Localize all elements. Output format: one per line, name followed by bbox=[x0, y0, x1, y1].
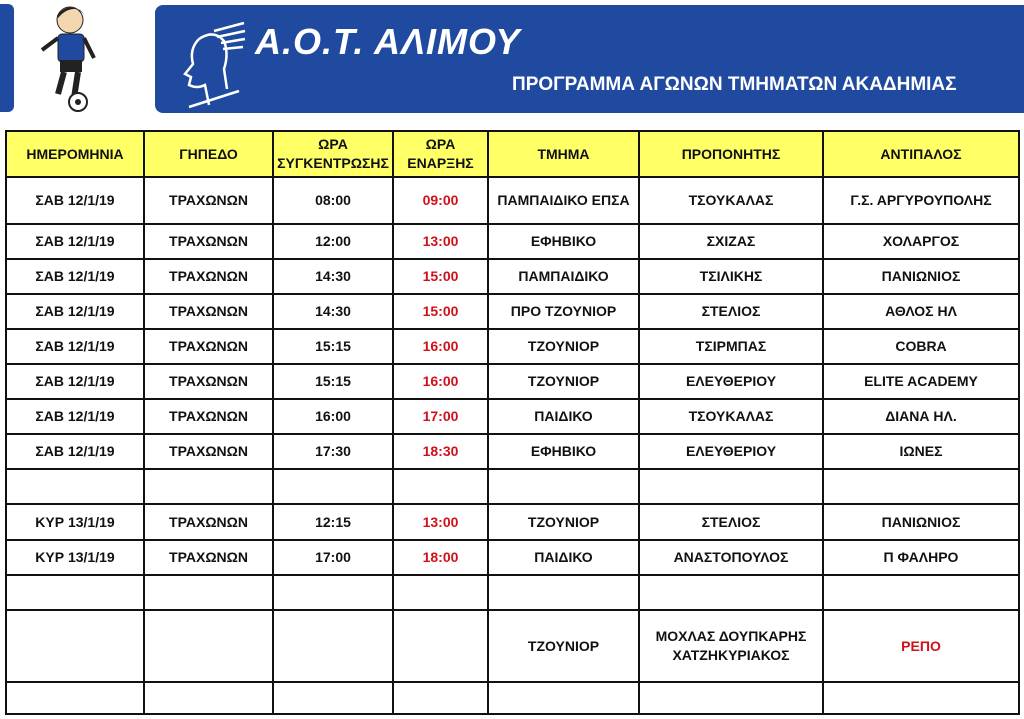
table-cell: ΠΑΝΙΩΝΙΟΣ bbox=[823, 504, 1019, 540]
table-cell bbox=[488, 682, 639, 714]
column-header: ΩΡΑ ΣΥΓΚΕΝΤΡΩΣΗΣ bbox=[273, 131, 393, 177]
table-row bbox=[6, 434, 1019, 469]
boy-mascot-icon bbox=[28, 2, 108, 114]
table-cell: ΣΑΒ 12/1/19 bbox=[6, 434, 144, 469]
table-cell: ΠΑΜΠΑΙΔΙΚΟ ΕΠΣΑ bbox=[488, 177, 639, 224]
table-cell: ΚΥΡ 13/1/19 bbox=[6, 540, 144, 575]
column-header: ΩΡΑ ΕΝΑΡΞΗΣ bbox=[393, 131, 488, 177]
left-banner-strip bbox=[0, 4, 14, 112]
table-cell: ΣΑΒ 12/1/19 bbox=[6, 399, 144, 434]
table-cell: ΤΖΟΥΝΙΟΡ bbox=[488, 610, 639, 682]
club-title: Α.Ο.Τ. ΑΛΙΜΟΥ bbox=[255, 21, 521, 62]
table-cell: ΤΣΙΛΙΚΗΣ bbox=[639, 259, 823, 294]
table-cell bbox=[823, 469, 1019, 504]
table-row bbox=[6, 294, 1019, 329]
table-cell bbox=[393, 682, 488, 714]
table-cell: ΧΟΛΑΡΓΟΣ bbox=[823, 224, 1019, 259]
table-cell: ΤΡΑΧΩΝΩΝ bbox=[144, 177, 273, 224]
table-cell: 16:00 bbox=[273, 399, 393, 434]
table-cell: ΡΕΠΟ bbox=[823, 610, 1019, 682]
table-row bbox=[6, 575, 1019, 610]
column-header: ΑΝΤΙΠΑΛΟΣ bbox=[823, 131, 1019, 177]
table-cell: 12:00 bbox=[273, 224, 393, 259]
table-row bbox=[6, 399, 1019, 434]
table-cell: ΠΡΟ ΤΖΟΥΝΙΟΡ bbox=[488, 294, 639, 329]
table-cell bbox=[144, 682, 273, 714]
table-cell: 14:30 bbox=[273, 259, 393, 294]
table-row bbox=[6, 329, 1019, 364]
schedule-table bbox=[5, 130, 1020, 715]
table-cell: ΠΑΙΔΙΚΟ bbox=[488, 540, 639, 575]
table-cell: 15:15 bbox=[273, 329, 393, 364]
column-header: ΗΜΕΡΟΜΗΝΙΑ bbox=[6, 131, 144, 177]
table-cell: ΣΧΙΖΑΣ bbox=[639, 224, 823, 259]
table-cell: ΣΑΒ 12/1/19 bbox=[6, 177, 144, 224]
table-cell: ΤΣΟΥΚΑΛΑΣ bbox=[639, 177, 823, 224]
table-cell: ΤΡΑΧΩΝΩΝ bbox=[144, 329, 273, 364]
table-cell: ΣΑΒ 12/1/19 bbox=[6, 224, 144, 259]
table-cell bbox=[823, 682, 1019, 714]
table-cell bbox=[823, 575, 1019, 610]
table-cell: ΤΖΟΥΝΙΟΡ bbox=[488, 364, 639, 399]
table-cell: 15:00 bbox=[393, 259, 488, 294]
table-cell: 08:00 bbox=[273, 177, 393, 224]
table-cell: Γ.Σ. ΑΡΓΥΡΟΥΠΟΛΗΣ bbox=[823, 177, 1019, 224]
table-row bbox=[6, 224, 1019, 259]
table-cell: 16:00 bbox=[393, 364, 488, 399]
table-cell: ΕΛΕΥΘΕΡΙΟΥ bbox=[639, 434, 823, 469]
column-header: ΤΜΗΜΑ bbox=[488, 131, 639, 177]
table-row bbox=[6, 504, 1019, 540]
table-cell: COBRA bbox=[823, 329, 1019, 364]
table-cell: ΤΡΑΧΩΝΩΝ bbox=[144, 504, 273, 540]
table-cell: ΤΡΑΧΩΝΩΝ bbox=[144, 540, 273, 575]
table-cell: 09:00 bbox=[393, 177, 488, 224]
table-cell: ΑΘΛΟΣ ΗΛ bbox=[823, 294, 1019, 329]
table-cell: 17:30 bbox=[273, 434, 393, 469]
table-cell: ELITE ACADEMY bbox=[823, 364, 1019, 399]
table-cell: ΤΡΑΧΩΝΩΝ bbox=[144, 399, 273, 434]
table-cell: 15:00 bbox=[393, 294, 488, 329]
table-cell: ΤΡΑΧΩΝΩΝ bbox=[144, 434, 273, 469]
table-cell: 18:30 bbox=[393, 434, 488, 469]
table-row bbox=[6, 177, 1019, 224]
table-cell bbox=[639, 575, 823, 610]
table-cell bbox=[6, 469, 144, 504]
table-cell: ΤΣΟΥΚΑΛΑΣ bbox=[639, 399, 823, 434]
table-cell: 17:00 bbox=[393, 399, 488, 434]
table-cell: ΣΤΕΛΙΟΣ bbox=[639, 294, 823, 329]
table-cell: ΤΡΑΧΩΝΩΝ bbox=[144, 224, 273, 259]
table-cell: ΤΖΟΥΝΙΟΡ bbox=[488, 329, 639, 364]
table-cell: 14:30 bbox=[273, 294, 393, 329]
table-cell: ΣΑΒ 12/1/19 bbox=[6, 364, 144, 399]
table-row bbox=[6, 259, 1019, 294]
table-cell: 13:00 bbox=[393, 504, 488, 540]
table-cell: ΣΑΒ 12/1/19 bbox=[6, 329, 144, 364]
table-cell: ΤΣΙΡΜΠΑΣ bbox=[639, 329, 823, 364]
table-cell: 15:15 bbox=[273, 364, 393, 399]
table-cell bbox=[393, 610, 488, 682]
column-header: ΠΡΟΠΟΝΗΤΗΣ bbox=[639, 131, 823, 177]
table-cell: 12:15 bbox=[273, 504, 393, 540]
table-cell: ΠΑΙΔΙΚΟ bbox=[488, 399, 639, 434]
table-cell: ΚΥΡ 13/1/19 bbox=[6, 504, 144, 540]
table-cell bbox=[273, 575, 393, 610]
table-cell: ΠΑΝΙΩΝΙΟΣ bbox=[823, 259, 1019, 294]
table-cell bbox=[6, 610, 144, 682]
header-banner bbox=[155, 5, 1024, 113]
table-cell bbox=[144, 469, 273, 504]
table-cell: 13:00 bbox=[393, 224, 488, 259]
table-cell: ΙΩΝΕΣ bbox=[823, 434, 1019, 469]
table-cell bbox=[639, 469, 823, 504]
table-cell: ΤΡΑΧΩΝΩΝ bbox=[144, 364, 273, 399]
table-row bbox=[6, 682, 1019, 714]
table-cell: ΤΡΑΧΩΝΩΝ bbox=[144, 294, 273, 329]
table-cell bbox=[393, 575, 488, 610]
hermes-logo-icon bbox=[169, 19, 249, 111]
table-cell bbox=[273, 610, 393, 682]
table-cell bbox=[273, 682, 393, 714]
table-cell: ΜΟΧΛΑΣ ΔΟΥΠΚΑΡΗΣ ΧΑΤΖΗΚΥΡΙΑΚΟΣ bbox=[639, 610, 823, 682]
table-cell bbox=[273, 469, 393, 504]
table-cell bbox=[6, 682, 144, 714]
table-cell: ΕΦΗΒΙΚΟ bbox=[488, 224, 639, 259]
table-cell bbox=[6, 575, 144, 610]
table-cell: ΠΑΜΠΑΙΔΙΚΟ bbox=[488, 259, 639, 294]
table-cell: Π ΦΑΛΗΡΟ bbox=[823, 540, 1019, 575]
table-cell: 16:00 bbox=[393, 329, 488, 364]
table-cell bbox=[488, 575, 639, 610]
table-cell: ΕΦΗΒΙΚΟ bbox=[488, 434, 639, 469]
table-cell: ΔΙΑΝΑ ΗΛ. bbox=[823, 399, 1019, 434]
table-cell bbox=[144, 575, 273, 610]
table-row bbox=[6, 469, 1019, 504]
column-header: ΓΗΠΕΔΟ bbox=[144, 131, 273, 177]
table-cell: ΣΑΒ 12/1/19 bbox=[6, 294, 144, 329]
table-cell: 17:00 bbox=[273, 540, 393, 575]
table-cell: ΤΡΑΧΩΝΩΝ bbox=[144, 259, 273, 294]
table-cell: 18:00 bbox=[393, 540, 488, 575]
schedule-subtitle: ΠΡΟΓΡΑΜΜΑ ΑΓΩΝΩΝ ΤΜΗΜΑΤΩΝ ΑΚΑΔΗΜΙΑΣ bbox=[512, 74, 957, 95]
table-row bbox=[6, 364, 1019, 399]
table-header-row bbox=[6, 131, 1019, 177]
table-cell: ΤΖΟΥΝΙΟΡ bbox=[488, 504, 639, 540]
table-cell: ΣΑΒ 12/1/19 bbox=[6, 259, 144, 294]
table-cell bbox=[393, 469, 488, 504]
table-row bbox=[6, 540, 1019, 575]
table-cell: ΕΛΕΥΘΕΡΙΟΥ bbox=[639, 364, 823, 399]
table-cell bbox=[639, 682, 823, 714]
table-cell bbox=[488, 469, 639, 504]
table-cell bbox=[144, 610, 273, 682]
table-cell: ΣΤΕΛΙΟΣ bbox=[639, 504, 823, 540]
table-row bbox=[6, 610, 1019, 682]
table-cell: ΑΝΑΣΤΟΠΟΥΛΟΣ bbox=[639, 540, 823, 575]
